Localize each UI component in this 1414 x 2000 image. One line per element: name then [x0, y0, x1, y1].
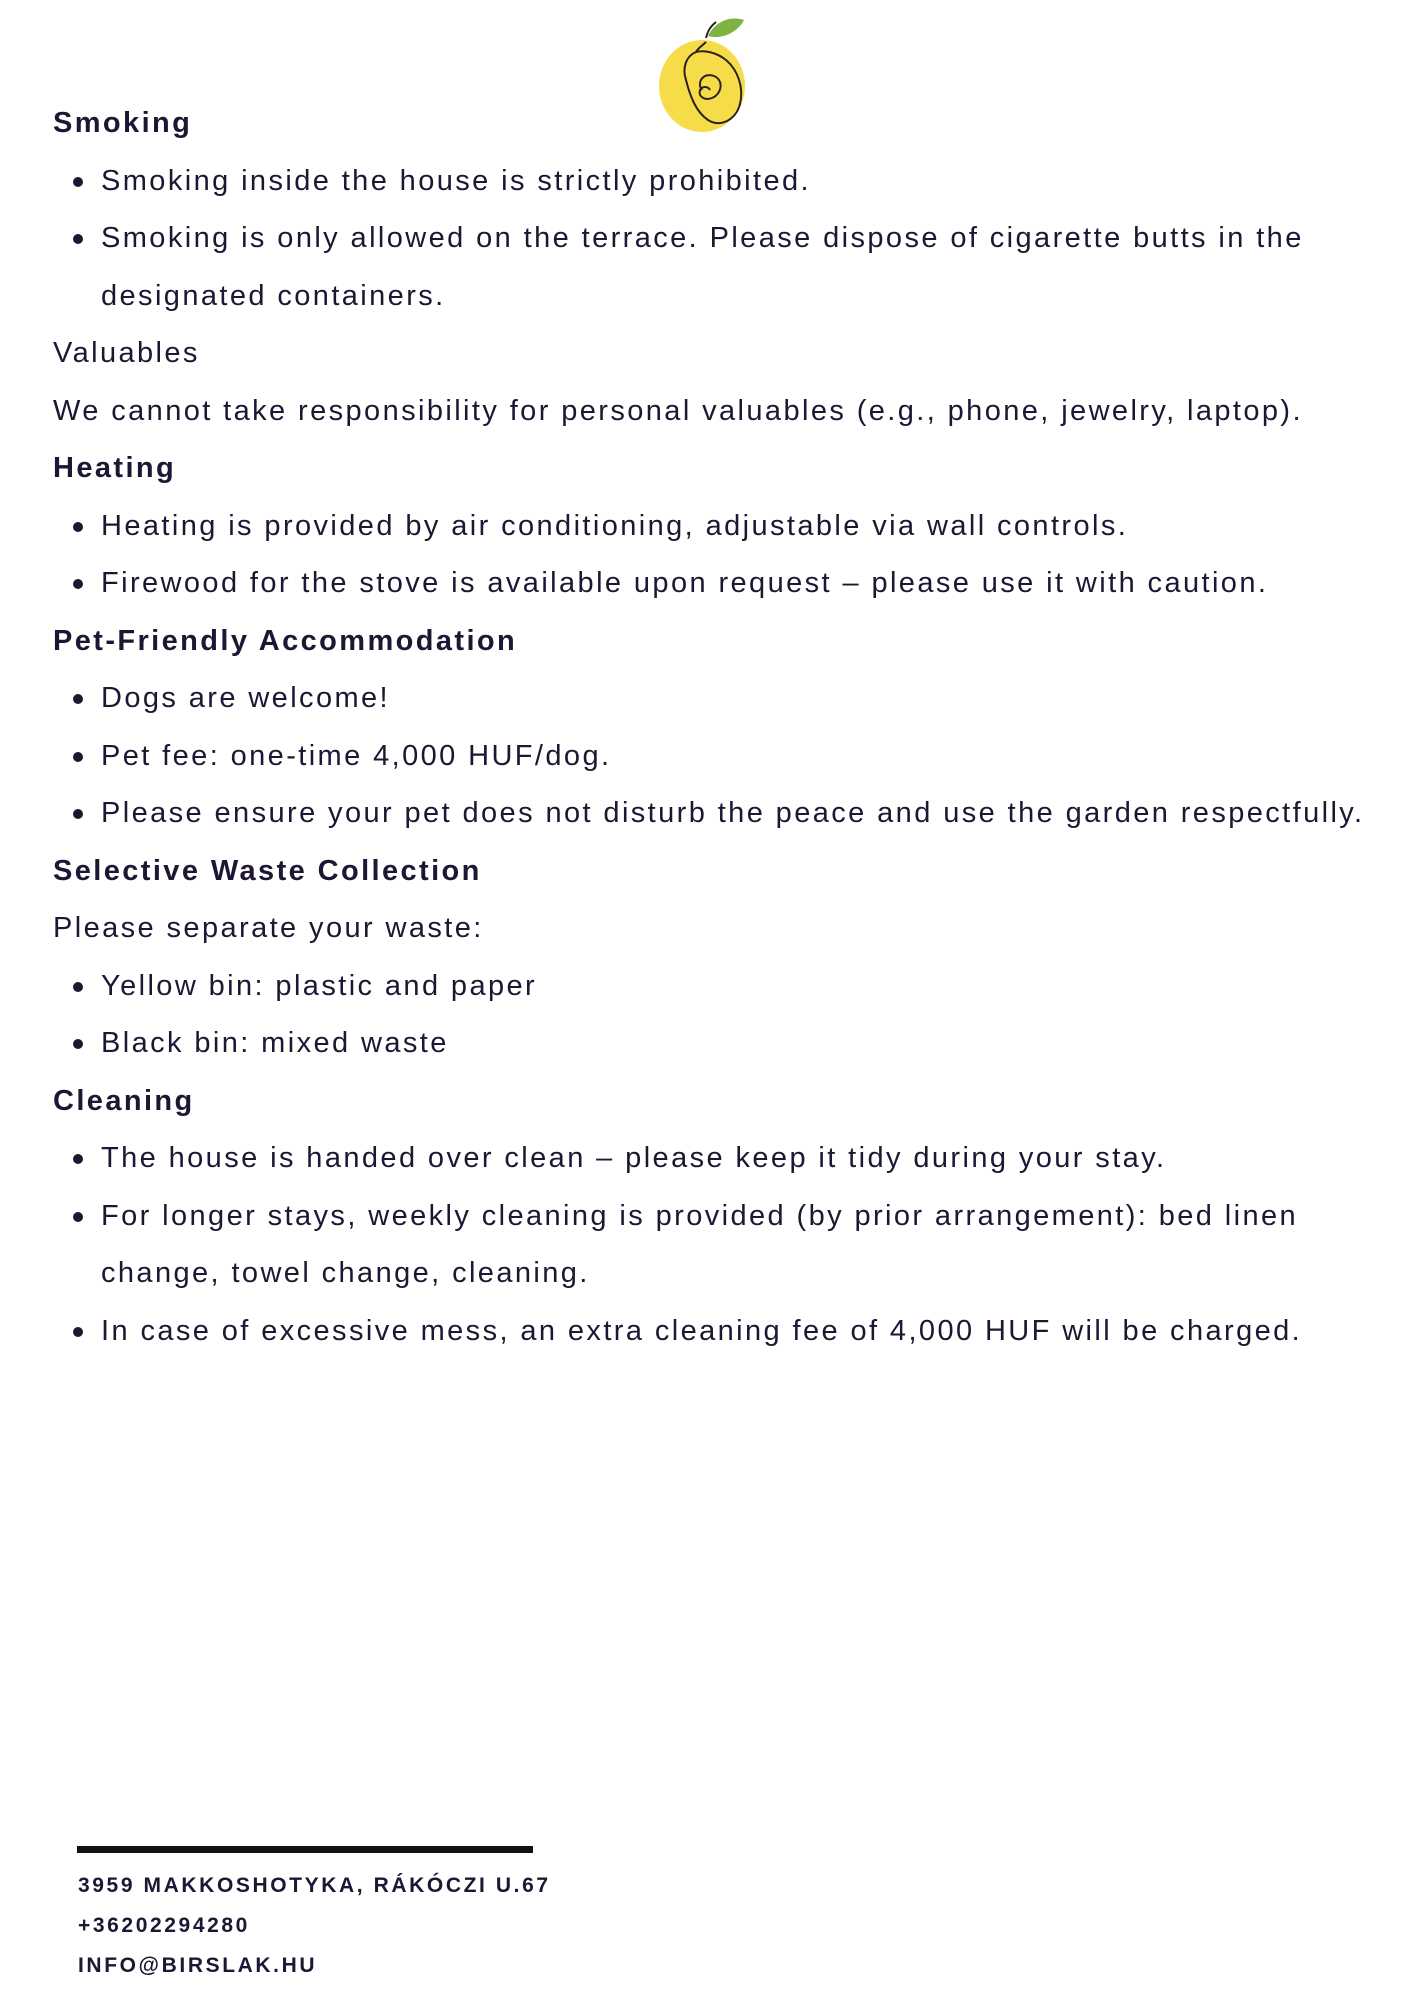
heading-pets: Pet-Friendly Accommodation	[53, 624, 518, 657]
list-item: Firewood for the stove is available upon request – please use it with caution.	[53, 555, 1373, 613]
list-item: Black bin: mixed waste	[53, 1015, 1373, 1073]
list-item: Pet fee: one-time 4,000 HUF/dog.	[53, 728, 1373, 786]
list-item: Smoking inside the house is strictly prohibited.	[53, 153, 1373, 211]
footer-phone: +36202294280	[78, 1914, 250, 1937]
heading-heating: Heating	[53, 452, 177, 484]
list-item: Dogs are welcome!	[53, 670, 1373, 728]
heading-waste: Selective Waste Collection	[53, 854, 482, 887]
pets-list	[53, 670, 1373, 843]
heading-cleaning: Cleaning	[53, 1084, 195, 1117]
heading-valuables: Valuables	[53, 337, 200, 369]
list-item: In case of excessive mess, an extra cleaning fee of 4,000 HUF will be charged.	[53, 1303, 1373, 1361]
heading-smoking: Smoking	[53, 107, 193, 139]
waste-list	[53, 958, 1373, 1073]
contact-footer	[78, 1866, 551, 1986]
house-rules-content	[53, 95, 1373, 1360]
footer-address: 3959 MAKKOSHOTYKA, RÁKÓCZI U.67	[78, 1874, 551, 1897]
list-item: Heating is provided by air conditioning, adjustable via wall controls.	[53, 498, 1373, 556]
cleaning-list	[53, 1130, 1373, 1360]
section-heating	[53, 440, 1373, 613]
waste-intro: Please separate your waste:	[53, 912, 484, 944]
section-smoking	[53, 95, 1373, 325]
section-valuables	[53, 325, 1373, 440]
smoking-list	[53, 153, 1373, 326]
list-item: Please ensure your pet does not disturb the peace and use the garden respectfully.	[53, 785, 1373, 843]
list-item: Yellow bin: plastic and paper	[53, 958, 1373, 1016]
list-item: For longer stays, weekly cleaning is provided (by prior arrangement): bed linen change, towel change, cleaning.	[53, 1188, 1373, 1303]
section-cleaning	[53, 1073, 1373, 1361]
valuables-text: We cannot take responsibility for personal valuables (e.g., phone, jewelry, laptop).	[53, 394, 1303, 427]
list-item: The house is handed over clean – please keep it tidy during your stay.	[53, 1130, 1373, 1188]
list-item: Smoking is only allowed on the terrace. Please dispose of cigarette butts in the designated containers.	[53, 210, 1373, 325]
section-waste	[53, 843, 1373, 1073]
footer-divider	[77, 1846, 533, 1853]
heating-list	[53, 498, 1373, 613]
section-pets	[53, 613, 1373, 843]
footer-email: INFO@BIRSLAK.HU	[78, 1954, 318, 1977]
